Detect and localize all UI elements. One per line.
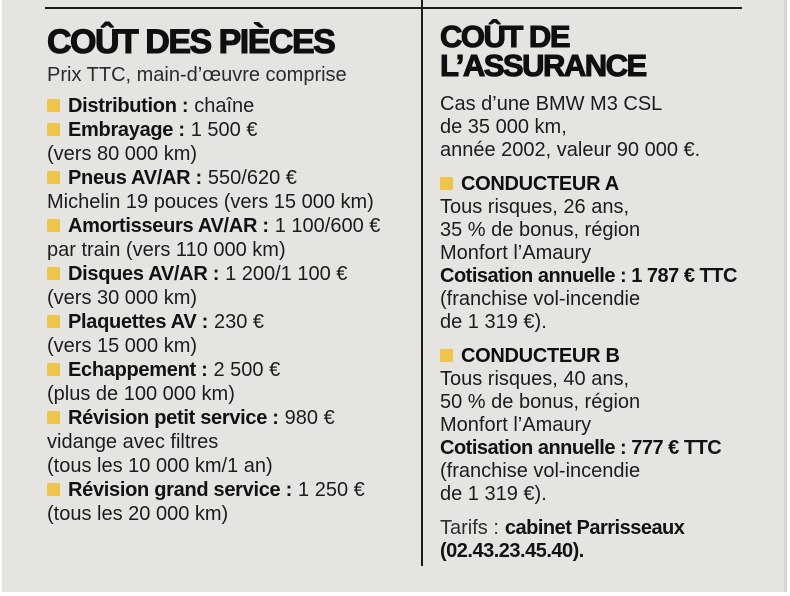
driver-premium-line: Cotisation annuelle : 1 787 € TTC: [440, 265, 737, 287]
insurance-case-line: année 2002, valeur 90 000 €.: [440, 139, 701, 161]
insurance-cost-section: [440, 19, 785, 563]
part-item: [47, 118, 419, 142]
tariff-phone-line: (02.43.23.45.40).: [440, 540, 584, 562]
driver-profile-line: Monfort l’Amaury: [440, 242, 592, 264]
tariff-source-line: [440, 517, 785, 540]
part-value: 1 500 €: [190, 119, 258, 141]
part-item: [47, 166, 419, 190]
insurance-title: [440, 19, 785, 83]
part-detail-line: par train (vers 110 000 km): [47, 239, 286, 261]
bullet-icon: [440, 177, 453, 190]
part-value: 1 250 €: [298, 479, 365, 501]
part-label: Amortisseurs AV/AR :: [68, 215, 269, 237]
part-item: [47, 214, 419, 238]
tariff-source: [440, 517, 785, 563]
bullet-icon: [47, 99, 60, 112]
part-item: [47, 358, 419, 382]
part-value: 980 €: [284, 407, 335, 429]
part-value: 1 200/1 100 €: [225, 263, 348, 285]
parts-list: [47, 94, 419, 526]
part-label: Embrayage :: [68, 119, 185, 141]
tariff-label: Tarifs :: [440, 517, 499, 539]
bullet-icon: [47, 123, 60, 136]
part-detail-line: vidange avec filtres: [47, 431, 219, 453]
part-label: Disques AV/AR :: [68, 263, 220, 285]
insurance-title-line2: L’ASSURANCE: [440, 48, 646, 83]
parts-subtitle: Prix TTC, main-d’œuvre comprise: [47, 64, 347, 86]
column-divider: [421, 0, 423, 566]
bullet-icon: [47, 363, 60, 376]
driver-header: [440, 173, 785, 196]
insurance-case-line: Cas d’une BMW M3 CSL: [440, 93, 663, 115]
insurance-title-line1: COÛT DE: [440, 19, 569, 54]
insurance-case-intro: [440, 93, 785, 162]
part-item: [47, 478, 419, 502]
part-value: 1 100/600 €: [274, 215, 381, 237]
part-label: Révision petit service :: [68, 407, 279, 429]
part-label: Plaquettes AV :: [68, 311, 208, 333]
part-detail-line: (plus de 100 000 km): [47, 383, 235, 405]
driver-franchise-line: (franchise vol-incendie: [440, 460, 641, 482]
driver-header-label: CONDUCTEUR B: [461, 345, 620, 367]
driver-profile-line: Tous risques, 40 ans,: [440, 368, 629, 390]
part-value: chaîne: [194, 95, 255, 117]
part-value: 550/620 €: [207, 167, 297, 189]
insurance-case-line: de 35 000 km,: [440, 116, 567, 138]
part-detail-line: (vers 30 000 km): [47, 287, 198, 309]
driver-franchise-line: de 1 319 €).: [440, 311, 547, 333]
part-label: Distribution :: [68, 95, 189, 117]
bullet-icon: [47, 315, 60, 328]
part-item: [47, 94, 419, 118]
driver-franchise-line: de 1 319 €).: [440, 483, 547, 505]
part-detail-line: (vers 80 000 km): [47, 143, 198, 165]
part-detail-line: (tous les 20 000 km): [47, 503, 229, 525]
part-detail-line: (tous les 10 000 km/1 an): [47, 455, 273, 477]
driver-franchise-line: (franchise vol-incendie: [440, 288, 641, 310]
bullet-icon: [47, 219, 60, 232]
driver-a-block: [440, 173, 785, 334]
driver-profile-line: 50 % de bonus, région: [440, 391, 641, 413]
infobox-panel: [2, 0, 787, 592]
top-rule: [45, 7, 742, 9]
part-detail-line: (vers 15 000 km): [47, 335, 198, 357]
tariff-value: cabinet Parrisseaux: [504, 517, 685, 539]
parts-cost-section: [47, 24, 419, 526]
part-value: 2 500 €: [213, 359, 281, 381]
part-item: [47, 406, 419, 430]
driver-profile-line: Tous risques, 26 ans,: [440, 196, 629, 218]
driver-header: [440, 345, 785, 368]
driver-profile-line: 35 % de bonus, région: [440, 219, 641, 241]
bullet-icon: [47, 171, 60, 184]
bullet-icon: [440, 349, 453, 362]
part-detail-line: Michelin 19 pouces (vers 15 000 km): [47, 191, 374, 213]
driver-header-label: CONDUCTEUR A: [461, 173, 619, 195]
part-item: [47, 262, 419, 286]
part-label: Echappement :: [68, 359, 208, 381]
parts-title: COÛT DES PIÈCES: [47, 23, 335, 61]
driver-b-block: [440, 345, 785, 506]
bullet-icon: [47, 267, 60, 280]
bullet-icon: [47, 483, 60, 496]
bullet-icon: [47, 411, 60, 424]
driver-profile-line: Monfort l’Amaury: [440, 414, 592, 436]
part-label: Révision grand service :: [68, 479, 293, 501]
part-value: 230 €: [213, 311, 265, 333]
driver-premium-line: Cotisation annuelle : 777 € TTC: [440, 437, 722, 459]
part-label: Pneus AV/AR :: [68, 167, 202, 189]
part-item: [47, 310, 419, 334]
